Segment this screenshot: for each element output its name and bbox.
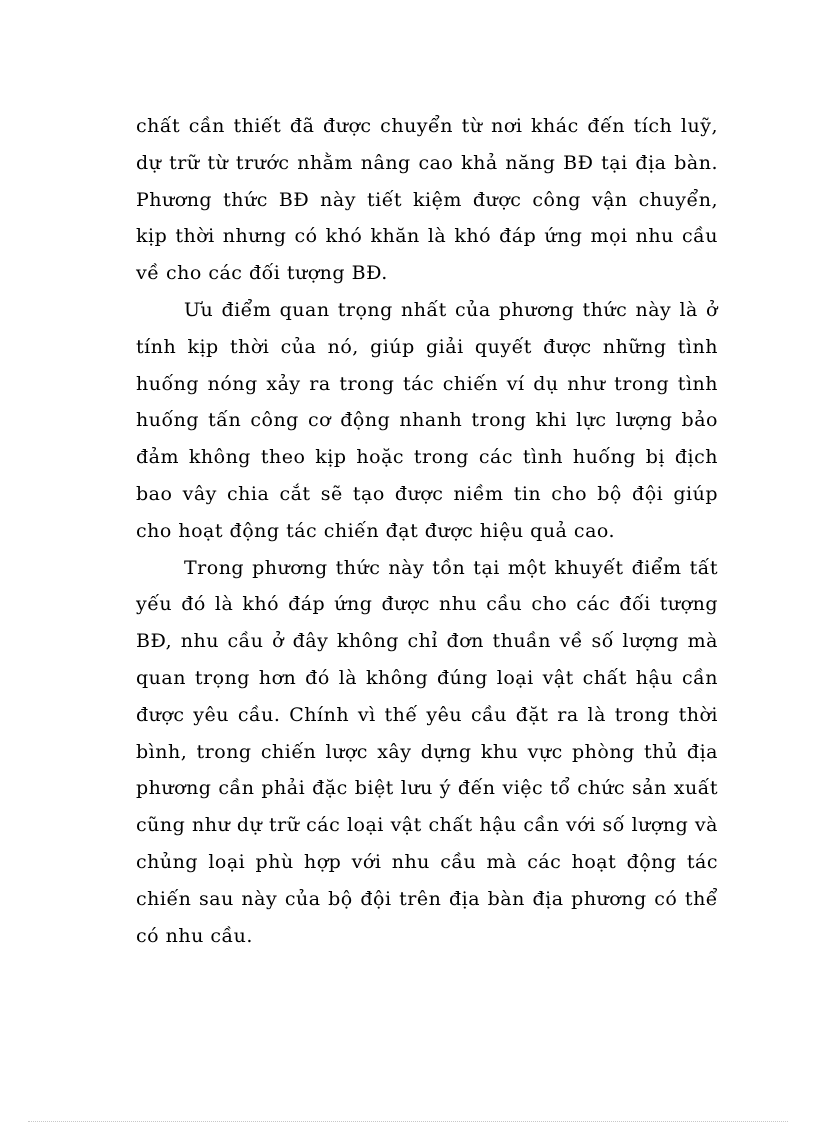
paragraph-line: bao vây chia cắt sẽ tạo được niềm tin cho bộ đội giúp xyxy=(136,482,718,505)
body-text xyxy=(136,108,718,954)
paragraph-line: bình, trong chiến lược xây dựng khu vực phòng thủ địa xyxy=(136,740,718,763)
paragraph-line: kịp thời nhưng có khó khăn là khó đáp ứng mọi nhu cầu xyxy=(136,225,718,248)
page-bottom-rule xyxy=(28,1121,788,1122)
paragraph-line: huống nóng xảy ra trong tác chiến ví dụ như trong tình xyxy=(136,372,718,395)
paragraph-line: được yêu cầu. Chính vì thế yêu cầu đặt ra là trong thời xyxy=(136,703,718,726)
paragraph-line: Phương thức BĐ này tiết kiệm được công vận chuyển, xyxy=(136,188,718,211)
paragraph-line: cũng như dự trữ các loại vật chất hậu cần với số lượng và xyxy=(136,814,718,837)
paragraph-line: Trong phương thức này tồn tại một khuyết điểm tất xyxy=(184,556,718,579)
paragraph-3 xyxy=(136,550,718,955)
paragraph-line: quan trọng hơn đó là không đúng loại vật chất hậu cần xyxy=(136,666,718,689)
paragraph-line: dự trữ từ trước nhằm nâng cao khả năng BĐ tại địa bàn. xyxy=(136,151,718,174)
paragraph-1 xyxy=(136,108,718,292)
paragraph-line: Ưu điểm quan trọng nhất của phương thức này là ở xyxy=(184,298,718,321)
paragraph-line: về cho các đối tượng BĐ. xyxy=(136,262,388,285)
paragraph-line: đảm không theo kịp hoặc trong các tình huống bị địch xyxy=(136,446,718,469)
paragraph-line: cho hoạt động tác chiến đạt được hiệu quả cao. xyxy=(136,519,616,542)
paragraph-line: BĐ, nhu cầu ở đây không chỉ đơn thuần về số lượng mà xyxy=(136,630,718,653)
paragraph-line: có nhu cầu. xyxy=(136,924,253,947)
paragraph-line: yếu đó là khó đáp ứng được nhu cầu cho các đối tượng xyxy=(136,593,718,616)
paragraph-line: chủng loại phù hợp với nhu cầu mà các hoạt động tác xyxy=(136,850,718,873)
paragraph-2 xyxy=(136,292,718,550)
paragraph-line: tính kịp thời của nó, giúp giải quyết được những tình xyxy=(136,335,718,358)
paragraph-line: chất cần thiết đã được chuyển từ nơi khác đến tích luỹ, xyxy=(136,115,718,137)
paragraph-line: chiến sau này của bộ đội trên địa bàn địa phương có thể xyxy=(136,887,718,910)
paragraph-line: phương cần phải đặc biệt lưu ý đến việc tổ chức sản xuất xyxy=(136,777,718,800)
paragraph-line: huống tấn công cơ động nhanh trong khi lực lượng bảo xyxy=(136,409,718,432)
